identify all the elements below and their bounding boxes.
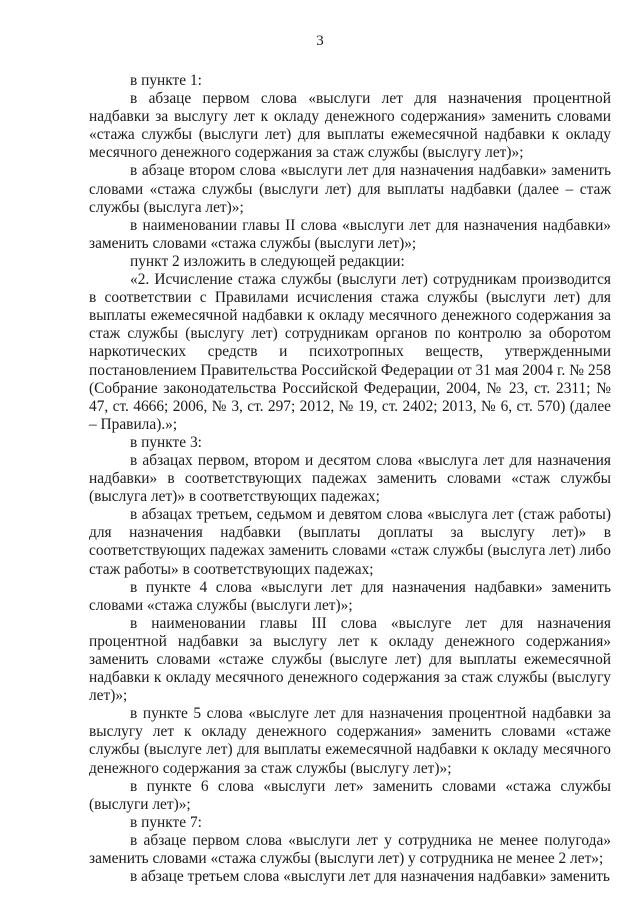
paragraph: пункт 2 изложить в следующей редакции: [130, 252, 405, 270]
paragraph: в абзацах первом, втором и десятом слова «выслуга лет для назначения надбавки» в соответствующих падежах заменить словами «стаж службы (выслуга лет)» в соответствующих падежах; [89, 451, 611, 506]
paragraph: в абзацах третьем, седьмом и девятом слова «выслуга лет (стаж работы) для назначения надбавки (выплаты доплаты за выслугу лет)» в соответствующих падежах заменить словами «стаж службы (выслуга лет) либо стаж работы» в соответствующих падежах; [89, 506, 611, 578]
paragraph: в пункте 4 слова «выслуги лет для назначения надбавки» заменить словами «стажа службы (выслуги лет)»; [89, 578, 611, 614]
paragraph: в пункте 1: [130, 72, 202, 89]
paragraph: в абзаце втором слова «выслуги лет для назначения надбавки» заменить словами «стажа службы (выслуги лет) для выплаты надбавки (далее – стаж службы (выслуга лет)»; [89, 162, 611, 216]
paragraph: «2. Исчисление стажа службы (выслуги лет) сотрудникам производится в соответствии с Правилами исчисления стажа службы (выслуги лет) для выплаты ежемесячной надбавки к окладу месячного денежного содержания за стаж службы (выслугу лет) сотрудникам органов по контролю за оборотом наркотических средств и психотропных веществ, утвержденными постановлением Правительства Российской Федерации от 31 мая 2004 г. № 258 (Собрание законодательства Российской Федерации, 2004, № 23, ст. 2311; № 47, ст. 4666; 2006, № 3, ст. 297; 2012, № 19, ст. 2402; 2013, № 6, ст. 570) (далее – Правила).»; [89, 271, 611, 433]
paragraph: в абзаце первом слова «выслуги лет для назначения процентной надбавки за выслугу лет к окладу денежного содержания» заменить словами «стажа службы (выслуги лет) для выплаты ежемесячной надбавки к окладу месячного денежного содержания за стаж службы (выслугу лет)»; [89, 90, 611, 162]
paragraph: в пункте 3: [130, 433, 202, 451]
paragraph: в пункте 7: [130, 813, 202, 831]
paragraph: в пункте 5 слова «выслуге лет для назначения процентной надбавки за выслугу лет к окладу денежного содержания» заменить словами «стаже службы (выслуге лет) для выплаты ежемесячной надбавки к окладу месячного денежного содержания за стаж службы (выслугу лет)»; [89, 705, 611, 777]
paragraph: в абзаце третьем слова «выслуги лет для назначения надбавки» заменить [130, 868, 610, 886]
paragraph: в наименовании главы III слова «выслуге лет для назначения процентной надбавки за выслугу лет к окладу денежного содержания» заменить словами «стаже службы (выслуге лет) для выплаты ежемесячной надбавки к окладу месячного денежного содержания за стаж службы (выслугу лет)»; [89, 614, 611, 705]
paragraph: в пункте 6 слова «выслуги лет» заменить словами «стажа службы (выслуги лет)»; [89, 777, 611, 813]
paragraph: в абзаце первом слова «выслуги лет у сотрудника не менее полугода» заменить словами «стажа службы (выслуги лет) у сотрудника не менее 2 лет»; [89, 831, 611, 868]
page-number: 3 [316, 33, 324, 49]
document-body [89, 72, 611, 886]
paragraph: в наименовании главы II слова «выслуги лет для назначения надбавки» заменить словами «стажа службы (выслуги лет)»; [89, 216, 611, 252]
